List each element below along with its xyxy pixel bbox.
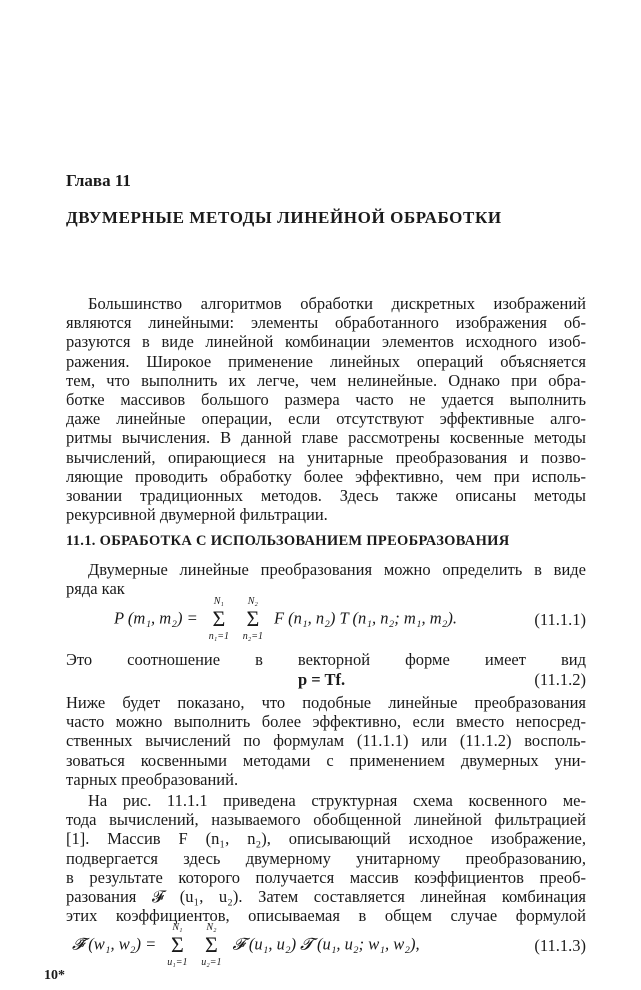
text-line: являются линейными: элементы обработанного изображения об- xyxy=(66,313,586,333)
summation-symbol: N₁ Σ u₁=1 xyxy=(160,934,194,957)
chapter-title: ДВУМЕРНЫЕ МЕТОДЫ ЛИНЕЙНОЙ ОБРАБОТКИ xyxy=(66,208,502,227)
equation-lhs: P (m₁, m₂) = xyxy=(114,608,198,628)
text-line: ритмы вычисления. В данной главе рассмотрены косвенные методы xyxy=(66,428,586,448)
text-line: Ниже будет показано, что подобные линейные преобразования xyxy=(66,693,586,712)
text-line: рекурсивной двумерной фильтрации. xyxy=(66,505,328,525)
text-line: зовании традиционных методов. Здесь также описаны методы xyxy=(66,485,586,505)
equation-number: (11.1.2) xyxy=(534,670,586,689)
text-line: [1]. Массив F (n₁, n₂), описывающий исходное изображение, xyxy=(66,829,586,849)
sum-lower-limit: n₁=1 xyxy=(208,631,229,642)
text-line: разуются в виде линейной комбинации элементов исходного изоб- xyxy=(66,332,586,352)
text-line: вычислений, опирающиеся на унитарные преобразования и позво- xyxy=(66,447,586,467)
text-line: часто можно выполнить более эффективно, если вместо непосред- xyxy=(66,712,586,732)
paragraph-3 xyxy=(66,693,586,789)
text-line: даже линейные операции, если отсутствуют эффективные алго- xyxy=(66,409,586,429)
summation-symbol: N₁ Σ n₁=1 xyxy=(202,608,236,631)
equation-body: p = Tf. xyxy=(298,670,346,689)
text-line: ряда как xyxy=(66,579,125,599)
text-line: ражения. Широкое применение линейных операций объясняется xyxy=(66,351,586,371)
text-line: ботке массивов большого размера часто не удается выполнить xyxy=(66,389,586,409)
equation-body xyxy=(114,596,458,642)
equation-11-1-2 xyxy=(66,670,586,692)
paragraph-4 xyxy=(66,791,586,925)
sum-lower-limit: n₂=1 xyxy=(242,631,263,642)
equation-number: (11.1.3) xyxy=(534,936,586,955)
sum-upper-limit: N₁ xyxy=(213,596,224,607)
text-line: ственных вычислений по формулам (11.1.1) или (11.1.2) восполь- xyxy=(66,731,586,751)
equation-rhs: F (n₁, n₂) T (n₁, n₂; m₁, m₂). xyxy=(273,608,458,628)
text-line: подвергается здесь двумерному унитарному преобразованию, xyxy=(66,848,586,868)
equation-number: (11.1.1) xyxy=(534,610,586,629)
equation-11-1-1 xyxy=(66,598,586,646)
summation-symbol: N₂ Σ n₂=1 xyxy=(236,608,270,631)
paragraph-1 xyxy=(66,560,586,598)
chapter-label: Глава 11 xyxy=(66,171,131,190)
text-line: Двумерные линейные преобразования можно определить в виде xyxy=(88,560,586,579)
text-line: тем, что выполнить их легче, чем нелинейные. Однако при обра- xyxy=(66,370,586,390)
equation-rhs: 𝓕 (u₁, u₂) 𝓣 (u₁, u₂; w₁, w₂), xyxy=(232,934,420,954)
equation-body xyxy=(72,922,420,968)
text-line: тарных преобразований. xyxy=(66,769,239,789)
intro-paragraph xyxy=(66,294,586,524)
text-line: зоваться косвенными методами с применением двумерных уни- xyxy=(66,750,586,770)
text-line: этих коэффициентов, описываемая в общем случае формулой xyxy=(66,906,586,926)
sum-lower-limit: u₁=1 xyxy=(167,957,188,968)
sum-upper-limit: N₂ xyxy=(206,922,217,933)
text-line: Это соотношение в векторной форме имеет вид xyxy=(66,650,586,669)
summation-symbol: N₂ Σ u₂=1 xyxy=(194,934,228,957)
sum-upper-limit: N₂ xyxy=(247,596,258,607)
text-line: На рис. 11.1.1 приведена структурная схема косвенного ме- xyxy=(88,791,586,810)
text-line: тода вычислений, называемого обобщенной линейной фильтрацией xyxy=(66,810,586,830)
text-line: Большинство алгоритмов обработки дискретных изображений xyxy=(88,294,586,313)
equation-lhs: 𝓕̃ (w₁, w₂) = xyxy=(72,934,157,954)
equation-11-1-3 xyxy=(66,924,586,972)
page-signature: 10* xyxy=(44,968,65,983)
paragraph-2 xyxy=(66,650,586,669)
section-heading: 11.1. ОБРАБОТКА С ИСПОЛЬЗОВАНИЕМ ПРЕОБРАЗОВАНИЯ xyxy=(66,533,510,549)
text-line: разования 𝓕 (u₁, u₂). Затем составляется линейная комбинация xyxy=(66,886,586,906)
text-line: ляющие проводить обработку более эффективно, чем при исполь- xyxy=(66,466,586,486)
sum-lower-limit: u₂=1 xyxy=(201,957,222,968)
sum-upper-limit: N₁ xyxy=(172,922,183,933)
text-line: в результате которого получается массив коэффициентов преоб- xyxy=(66,867,586,887)
